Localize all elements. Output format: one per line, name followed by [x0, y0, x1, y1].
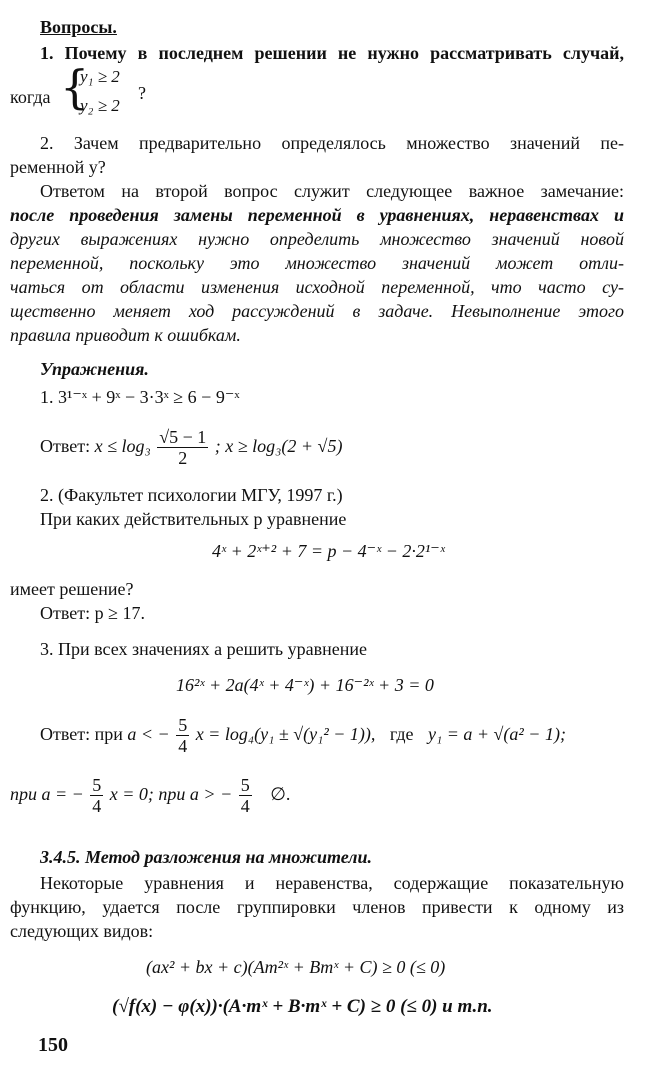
answer-part-1: x ≤ log₃ — [94, 436, 151, 456]
exercise-1-equation: 1. 3¹⁻ˣ + 9ˣ − 3·3ˣ ≥ 6 − 9⁻ˣ — [40, 387, 240, 407]
remark-line-5: чаться от области изменения исходной переменной, что часто су- — [10, 277, 624, 297]
remark-line-2: после проведения замены переменной в уравнениях, неравенствах и — [10, 205, 624, 225]
section-paragraph-line-1: Некоторые уравнения и неравенства, содержащие показательную — [40, 873, 624, 893]
ex3-line2-fraction-2 — [239, 775, 252, 816]
answer-part-2: ; x ≥ log₃(2 + √5) — [214, 436, 343, 456]
question-1-qmark: ? — [138, 83, 146, 103]
ex3-fraction-denominator: 4 — [178, 736, 188, 757]
exercise-3-answer — [40, 712, 566, 756]
remark-line-3: других выражениях нужно определить множество значений новой — [10, 229, 624, 249]
section-paragraph-line-3: следующих видов: — [10, 921, 154, 941]
remark-line-4: переменной, поскольку это множество значений может отли- — [10, 253, 624, 273]
section-heading: 3.4.5. Метод разложения на множители. — [40, 847, 373, 867]
exercise-2-equation: 4ˣ + 2ˣ⁺² + 7 = p − 4⁻ˣ − 2·2¹⁻ˣ — [212, 541, 445, 561]
exercises-heading: Упражнения. — [40, 359, 149, 379]
ex3-answer-a: a < − — [127, 724, 170, 744]
question-1-when: когда — [10, 87, 51, 107]
ex3-line2-c: ∅. — [270, 784, 291, 804]
question-2-line-1: 2. Зачем предварительно определялось множество значений пе- — [40, 133, 624, 153]
answer-fraction — [157, 427, 208, 468]
section-paragraph-line-2: функцию, удается после группировки членов привести к одному из — [10, 897, 624, 917]
exercise-2-answer: Ответ: p ≥ 17. — [40, 603, 145, 623]
system-line-2: y₂ ≥ 2 — [80, 96, 120, 115]
remark-line-6: щественно меняет ход рассуждений в задаче. Невыполнение этого — [10, 301, 624, 321]
answer-label: Ответ: — [40, 436, 91, 456]
page-number: 150 — [38, 1034, 68, 1056]
exercise-3-equation: 16²ˣ + 2a(4ˣ + 4⁻ˣ) + 16⁻²ˣ + 3 = 0 — [176, 675, 434, 695]
ex3-answer-label: Ответ: при — [40, 724, 123, 744]
exercise-3-prompt: 3. При всех значениях a решить уравнение — [40, 639, 367, 659]
ex3-fraction-numerator: 5 — [178, 715, 188, 736]
question-2-line-2: ременной y? — [10, 157, 106, 177]
ex3-line2-f1-den: 4 — [92, 796, 102, 817]
ex3-line2-b: x = 0; при a > − — [109, 784, 233, 804]
remark-line-7: правила приводит к ошибкам. — [10, 325, 241, 345]
ex3-fraction — [176, 715, 189, 756]
factored-form-2: (√f(x) − φ(x))·(A·mˣ + B·mˣ + C) ≥ 0 (≤ 0) и т.п. — [112, 996, 493, 1017]
ex3-line2-f2-num: 5 — [240, 775, 250, 796]
questions-heading: Вопросы. — [40, 17, 117, 37]
ex3-answer-x: x = log₄(y₁ ± √(y₁² − 1)), — [195, 724, 376, 744]
ex3-line2-a: при a = − — [10, 784, 84, 804]
ex3-where: где — [389, 724, 414, 744]
exercise-2-question: имеет решение? — [10, 579, 134, 599]
fraction-numerator: √5 − 1 — [159, 427, 207, 448]
remark-line-1: Ответом на второй вопрос служит следующее важное замечание: — [40, 181, 624, 201]
question-1-text: 1. Почему в последнем решении не нужно рассматривать случай, — [40, 43, 624, 63]
ex3-line2-fraction-1 — [90, 775, 103, 816]
exercise-3-answer-line-2 — [10, 772, 290, 816]
exercise-2-source: 2. (Факультет психологии МГУ, 1997 г.) — [40, 485, 343, 505]
factored-form-1: (ax² + bx + c)(Am²ˣ + Bmˣ + C) ≥ 0 (≤ 0) — [146, 957, 446, 977]
exercise-1-answer — [40, 424, 342, 468]
exercise-2-prompt: При каких действительных p уравнение — [40, 509, 347, 529]
system-line-1: y₁ ≥ 2 — [80, 67, 120, 86]
system-brace: { — [60, 60, 90, 114]
ex3-line2-f2-den: 4 — [240, 796, 250, 817]
ex3-y1: y₁ = a + √(a² − 1); — [428, 724, 566, 744]
fraction-denominator: 2 — [178, 448, 188, 469]
ex3-line2-f1-num: 5 — [92, 775, 102, 796]
